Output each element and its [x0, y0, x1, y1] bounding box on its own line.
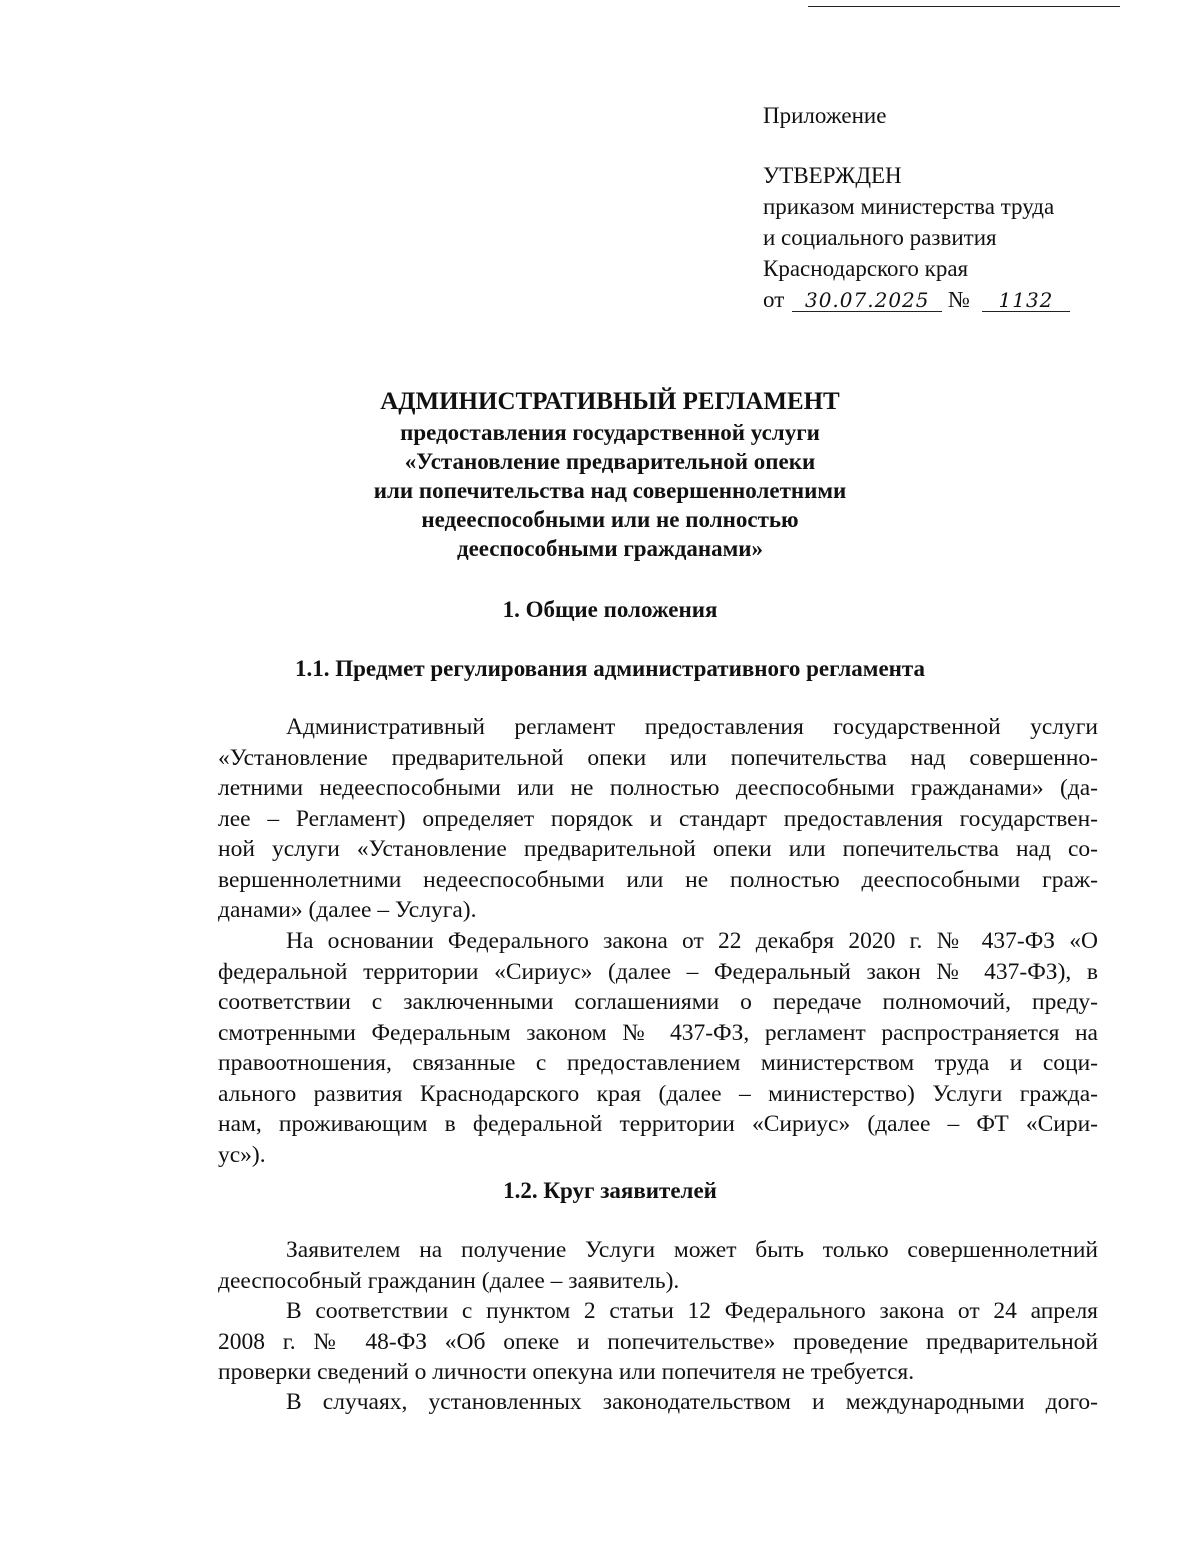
title-line-5: недееспособными или не полностью [421, 507, 799, 532]
paragraph-4 [218, 1296, 1098, 1388]
approval-block [763, 100, 1070, 315]
paragraph-line: В случаях, установленных законодательством и международными дого- [286, 1389, 1098, 1415]
paragraph-line: Административный регламент предоставления государственной услуги [286, 714, 1098, 740]
approval-line-1: приказом министерства труда [763, 194, 1055, 219]
approval-line-2: и социального развития [763, 225, 997, 250]
handwritten-date: 30.07.2025 [792, 289, 942, 312]
paragraph-line: ус»). [218, 1141, 266, 1168]
subsection-heading-1-2: 1.2. Круг заявителей [503, 1178, 717, 1203]
section-heading: 1. Общие положения [502, 597, 718, 622]
title-line-1: АДМИНИСТРАТИВНЫЙ РЕГЛАМЕНТ [380, 388, 840, 415]
from-label: от [763, 287, 785, 312]
paragraph-line: Заявителем на получение Услуги может быть только совершеннолетний [286, 1237, 1098, 1263]
paragraph-line: На основании Федерального закона от 22 декабря 2020 г. № 437-ФЗ «О [286, 928, 1098, 954]
paragraph-3 [218, 1235, 1098, 1296]
paragraph-line: соответствии с заключенными соглашениями о передаче полномочий, преду- [218, 989, 1098, 1015]
paragraph-line: федеральной территории «Сириус» (далее – Федеральный закон № 437-ФЗ), в [218, 958, 1098, 985]
paragraph-line: проверки сведений о личности опекуна или попечителя не требуется. [218, 1359, 915, 1385]
appendix-label: Приложение [763, 103, 887, 128]
paragraph-line: В соответствии с пунктом 2 статьи 12 Федерального закона от 24 апреля [286, 1298, 1098, 1324]
top-rule [808, 6, 1120, 7]
paragraph-1 [218, 712, 1098, 926]
title-line-3: «Установление предварительной опеки [404, 449, 816, 474]
document-title [200, 386, 1020, 563]
number-label: № [948, 287, 970, 312]
approval-line-3: Краснодарского края [763, 256, 969, 281]
handwritten-number: 1132 [982, 289, 1070, 312]
paragraph-line: нам, проживающим в федеральной территории «Сириус» (далее – ФТ «Сири- [218, 1111, 1098, 1137]
approved-label: УТВЕРЖДЕН [763, 163, 902, 188]
paragraph-line: лее – Регламент) определяет порядок и стандарт предоставления государствен- [218, 805, 1098, 832]
paragraph-line: правоотношения, связанные с предоставлением министерством труда и соци- [218, 1050, 1098, 1076]
paragraph-line: данами» (далее – Услуга). [218, 897, 477, 923]
title-line-6: дееспособными гражданами» [456, 536, 764, 561]
paragraph-2 [218, 926, 1098, 1170]
paragraph-line: «Установление предварительной опеки или попечительства над совершенно- [218, 744, 1098, 771]
paragraph-5 [218, 1387, 1098, 1418]
paragraph-line: летними недееспособными или не полностью дееспособными гражданами» (да- [218, 775, 1098, 801]
paragraph-line: смотренными Федеральным законом № 437-ФЗ, регламент распространяется на [218, 1019, 1098, 1046]
title-line-4: или попечительства над совершеннолетними [373, 478, 847, 503]
paragraph-line: вершеннолетними недееспособными или не полностью дееспособными граж- [218, 866, 1098, 893]
title-line-2: предоставления государственной услуги [400, 420, 820, 445]
approval-date-line [763, 284, 1070, 315]
paragraph-line: 2008 г. № 48-ФЗ «Об опеке и попечительстве» проведение предварительной [218, 1328, 1098, 1355]
paragraph-line: ной услуги «Установление предварительной опеки или попечительства над со- [218, 836, 1098, 862]
paragraph-line: ального развития Краснодарского края (далее – министерство) Услуги гражда- [218, 1080, 1098, 1107]
subsection-heading-1-1: 1.1. Предмет регулирования административного регламента [294, 656, 926, 681]
paragraph-line: дееспособный гражданин (далее – заявитель). [218, 1267, 680, 1294]
